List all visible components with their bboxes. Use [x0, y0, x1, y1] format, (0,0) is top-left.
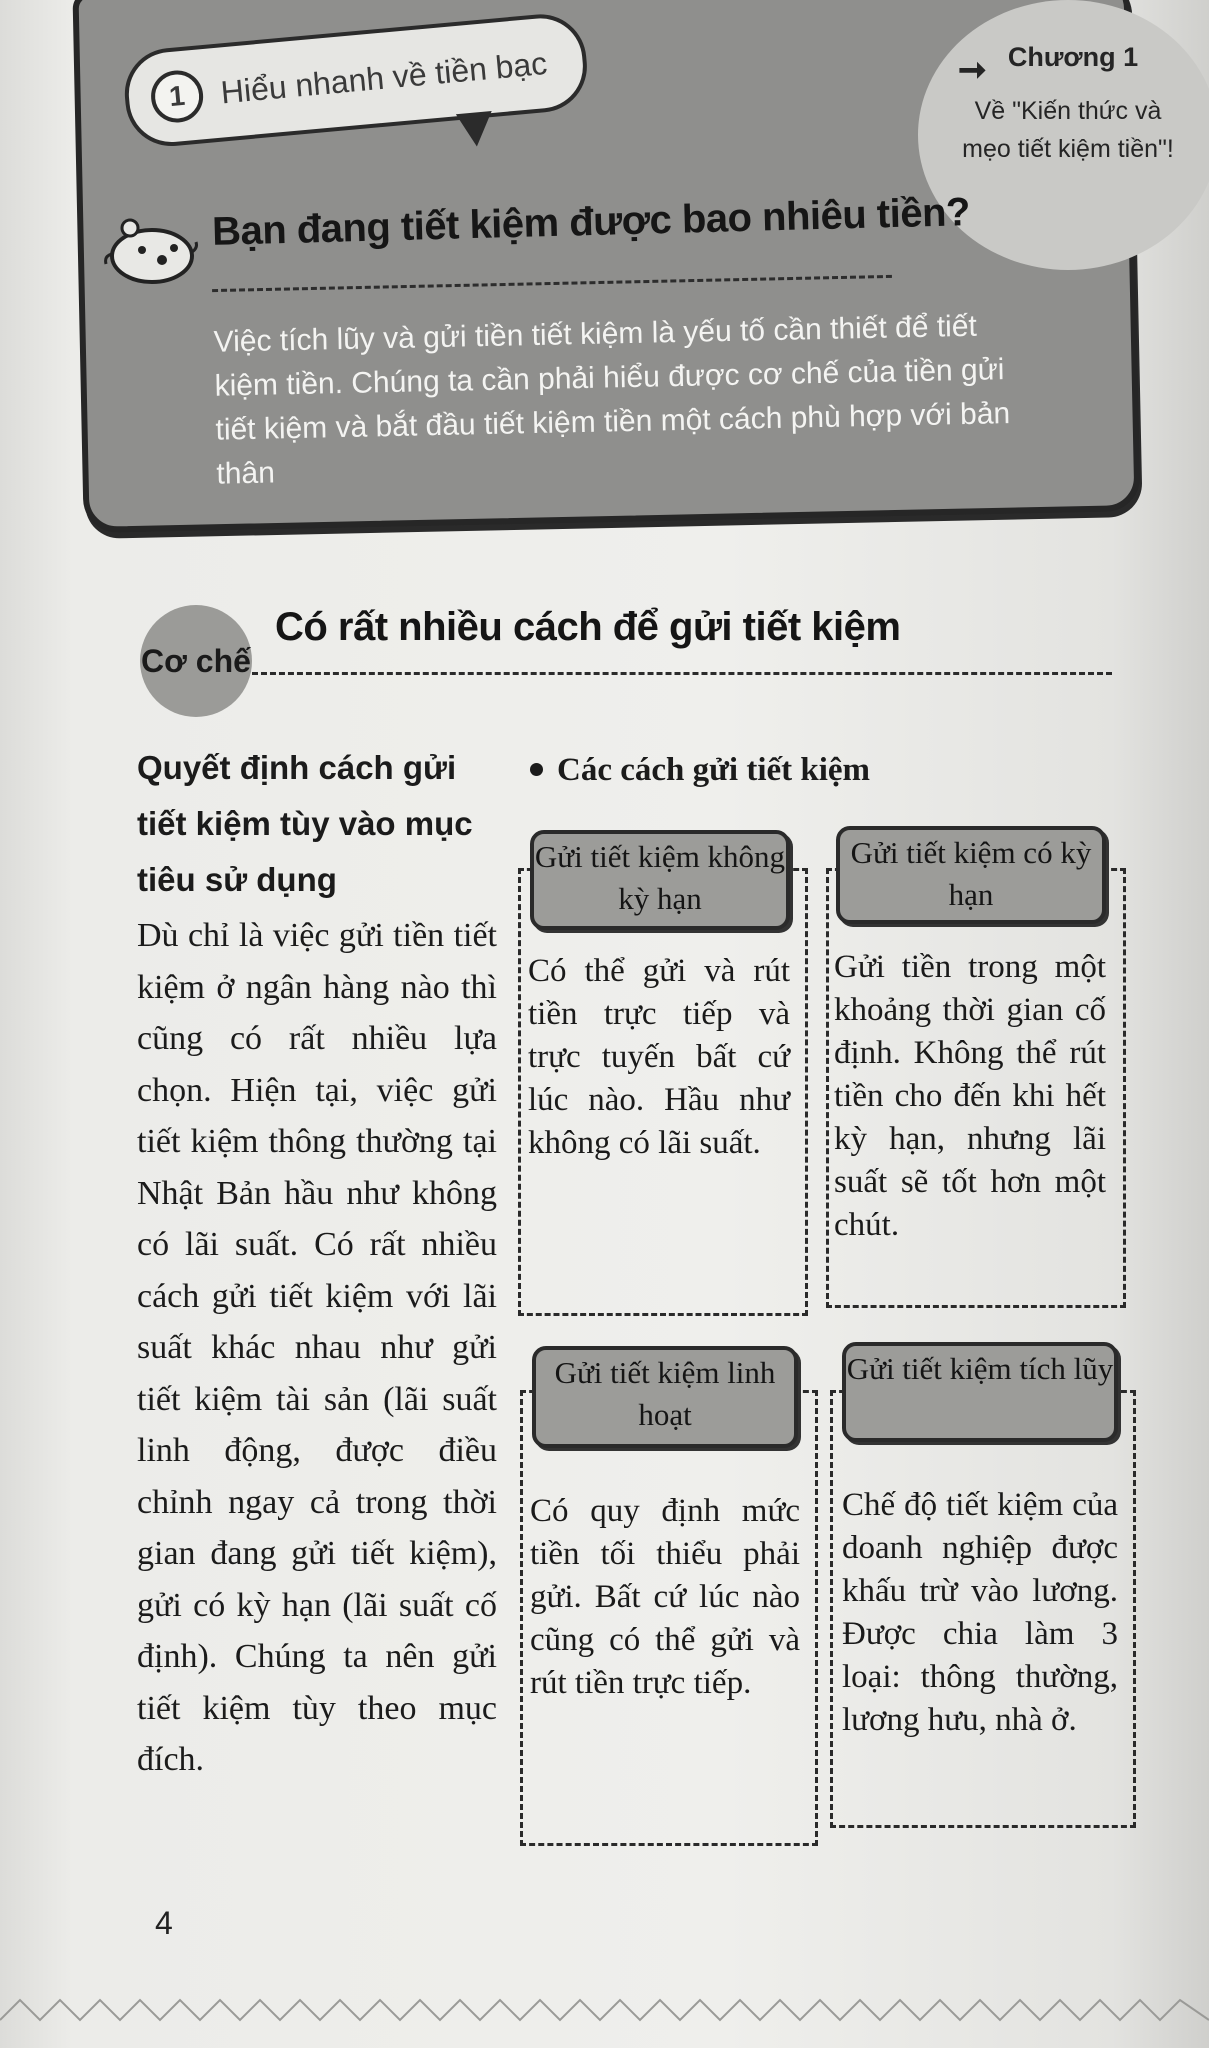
question-heading: Bạn đang tiết kiệm được bao nhiêu tiền? — [211, 190, 971, 254]
intro-text: Việc tích lũy và gửi tiền tiết kiệm là yếu tố cần thiết để tiết kiệm tiền. Chúng ta cần phải hiểu được cơ chế của tiền gửi tiết kiệm và bắt đầu tiết kiệm tiền một cách phù hợp với bản thân — [213, 309, 1011, 491]
card-text-3: Có quy định mức tiền tối thiểu phải gửi. Bất cứ lúc nào cũng có thể gửi và rút tiền trực tiếp. — [530, 1493, 800, 1701]
card-text-2: Gửi tiền trong một khoảng thời gian cố định. Không thể rút tiền cho đến khi hết kỳ hạn, nhưng lãi suất sẽ tốt hơn một chút. — [834, 949, 1106, 1243]
card-text-1: Có thể gửi và rút tiền trực tiếp và trực tuyến bất cứ lúc nào. Hầu như không có lãi suất. — [528, 953, 790, 1161]
page-number: 4 — [155, 1905, 173, 1941]
arrow-right-icon: ➞ — [958, 51, 987, 89]
ways-title — [530, 752, 870, 789]
speech-tail — [456, 111, 495, 148]
section-title: Hiểu nhanh về tiền bạc — [219, 44, 549, 110]
ways-title-text: Các cách gửi tiết kiệm — [557, 752, 871, 788]
left-column — [137, 740, 497, 1786]
card-label-1: Gửi tiết kiệm không kỳ hạn — [530, 830, 790, 930]
card-label-3: Gửi tiết kiệm linh hoạt — [532, 1346, 798, 1448]
card-text-4: Chế độ tiết kiệm của doanh nghiệp được khấu trừ vào lương. Được chia làm 3 loại: thông thường, lương hưu, nhà ở. — [842, 1487, 1118, 1738]
card-label-2: Gửi tiết kiệm có kỳ hạn — [836, 826, 1106, 924]
section-number: 1 — [149, 68, 205, 124]
chapter-subtitle: Về "Kiến thức và mẹo tiết kiệm tiền"! — [962, 97, 1174, 163]
mechanism-heading: Có rất nhiều cách để gửi tiết kiệm — [275, 605, 901, 649]
mechanism-badge: Cơ chế — [140, 605, 252, 717]
left-subheading: Quyết định cách gửi tiết kiệm tùy vào mục tiêu sử dụng — [137, 749, 473, 898]
chapter-label: Chương 1 — [1007, 42, 1139, 72]
bullet-icon — [530, 763, 543, 776]
piggy-bank-icon — [100, 210, 200, 290]
mechanism-divider — [252, 672, 1112, 675]
zigzag-border — [0, 1985, 1209, 2048]
card-label-4: Gửi tiết kiệm tích lũy — [842, 1342, 1118, 1442]
left-body: Dù chỉ là việc gửi tiền tiết kiệm ở ngân hàng nào thì cũng có rất nhiều lựa chọn. Hiện tại, việc gửi tiết kiệm thông thường tại Nhật Bản hầu như không có lãi suất. Có rất nhiều cách gửi tiết kiệm với lãi suất khác nhau như gửi tiết kiệm tài sản (lãi suất linh động, được điều chỉnh ngay cả trong thời gian đang gửi tiết kiệm), gửi có kỳ hạn (lãi suất cố định). Chúng ta nên gửi tiết kiệm tùy theo mục đích. — [137, 917, 497, 1778]
section-tab — [121, 10, 591, 150]
